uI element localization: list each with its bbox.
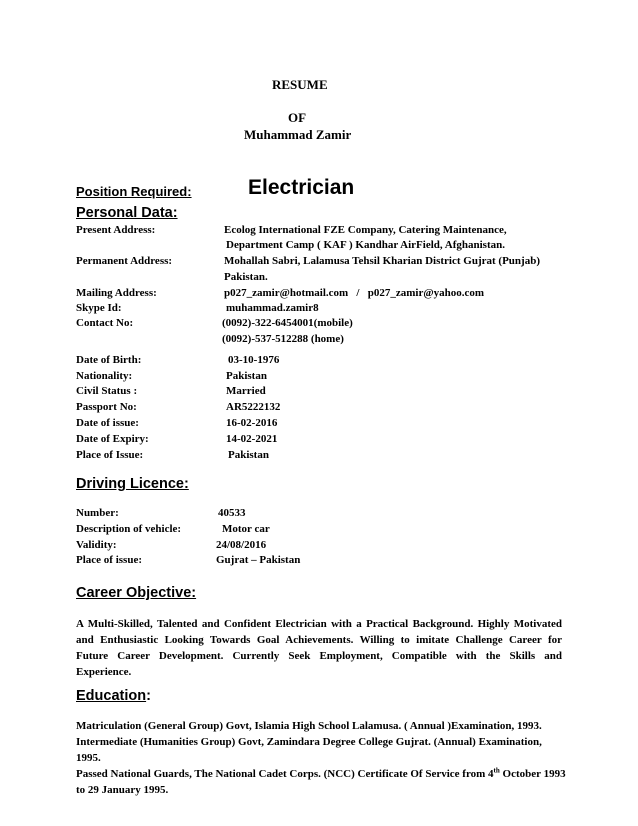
date-of-issue-value: 16-02-2016 — [226, 417, 278, 429]
driving-licence-heading: Driving Licence: — [76, 476, 189, 492]
education-intermediate: Intermediate (Humanities Group) Govt, Zamindara Degree College Gujrat. (Annual) Examination, 1995. — [76, 736, 542, 764]
permanent-address-line-2: Pakistan. — [224, 271, 268, 283]
education-heading-wrap — [76, 689, 151, 704]
present-address-line-1: Ecolog International FZE Company, Catering Maintenance, — [224, 224, 507, 236]
position-value: Electrician — [248, 176, 355, 199]
validity-value: 24/08/2016 — [216, 539, 267, 551]
education-matriculation: Matriculation (General Group) Govt, Islamia High School Lalamusa. ( Annual )Examination, 1993. — [76, 720, 542, 732]
skype-value: muhammad.zamir8 — [226, 302, 319, 314]
education-heading-colon: : — [146, 688, 151, 704]
date-of-expiry-value: 14-02-2021 — [226, 433, 278, 445]
licence-place-label: Place of issue: — [76, 554, 142, 566]
education-list — [76, 718, 566, 798]
licence-place-value: Gujrat – Pakistan — [216, 554, 301, 566]
nationality-value: Pakistan — [226, 370, 267, 382]
contact-label: Contact No: — [76, 317, 134, 329]
personal-data-heading: Personal Data: — [76, 205, 178, 221]
passport-label: Passport No: — [76, 401, 137, 413]
present-address-line-2: Department Camp ( KAF ) Kandhar AirField, Afghanistan. — [226, 239, 505, 251]
dob-label: Date of Birth: — [76, 354, 142, 366]
date-of-expiry-label: Date of Expiry: — [76, 433, 149, 445]
education-ncc-text-end: October 1993 to 29 January 1995. — [76, 768, 566, 796]
education-ncc-sup: th — [493, 766, 500, 775]
dob-value: 03-10-1976 — [228, 354, 280, 366]
mailing-address-label: Mailing Address: — [76, 287, 157, 299]
career-objective-text: A Multi-Skilled, Talented and Confident Electrician with a Practical Background. Highly Motivated and Enthusiastic Looking Towards Goal Achievements. Willing to imitate Challenge Career for Future Career Development. Currently Seek Employment, Compatible with the Skills and Experience. — [76, 618, 562, 678]
place-of-issue-label: Place of Issue: — [76, 449, 144, 461]
civil-status-label: Civil Status : — [76, 385, 138, 397]
resume-title: RESUME — [272, 77, 328, 92]
education-heading: Education — [76, 688, 147, 704]
passport-value: AR5222132 — [226, 401, 281, 413]
licence-number-value: 40533 — [218, 507, 246, 519]
mailing-address-value: p027_zamir@hotmail.com / p027_zamir@yahoo.com — [224, 287, 484, 299]
position-label: Position Required: — [76, 184, 192, 199]
licence-number-label: Number: — [76, 507, 119, 519]
date-of-issue-label: Date of issue: — [76, 417, 139, 429]
candidate-name: Muhammad Zamir — [244, 127, 352, 142]
vehicle-value: Motor car — [222, 523, 270, 535]
nationality-label: Nationality: — [76, 370, 133, 382]
permanent-address-line-1: Mohallah Sabri, Lalamusa Tehsil Kharian District Gujrat (Punjab) — [224, 255, 540, 267]
education-ncc — [76, 766, 566, 798]
civil-status-value: Married — [226, 385, 266, 397]
permanent-address-label: Permanent Address: — [76, 255, 173, 267]
contact-home: (0092)-537-512288 (home) — [222, 333, 344, 345]
education-ncc-text: Passed National Guards, The National Cadet Corps. (NCC) Certificate Of Service from 4 — [76, 768, 494, 780]
of-label: OF — [288, 110, 307, 125]
contact-mobile: (0092)-322-6454001(mobile) — [222, 317, 353, 329]
vehicle-label: Description of vehicle: — [76, 523, 182, 535]
career-objective-heading: Career Objective: — [76, 585, 197, 601]
present-address-label: Present Address: — [76, 224, 156, 236]
place-of-issue-value: Pakistan — [228, 449, 269, 461]
validity-label: Validity: — [76, 539, 117, 551]
skype-label: Skype Id: — [76, 302, 122, 314]
